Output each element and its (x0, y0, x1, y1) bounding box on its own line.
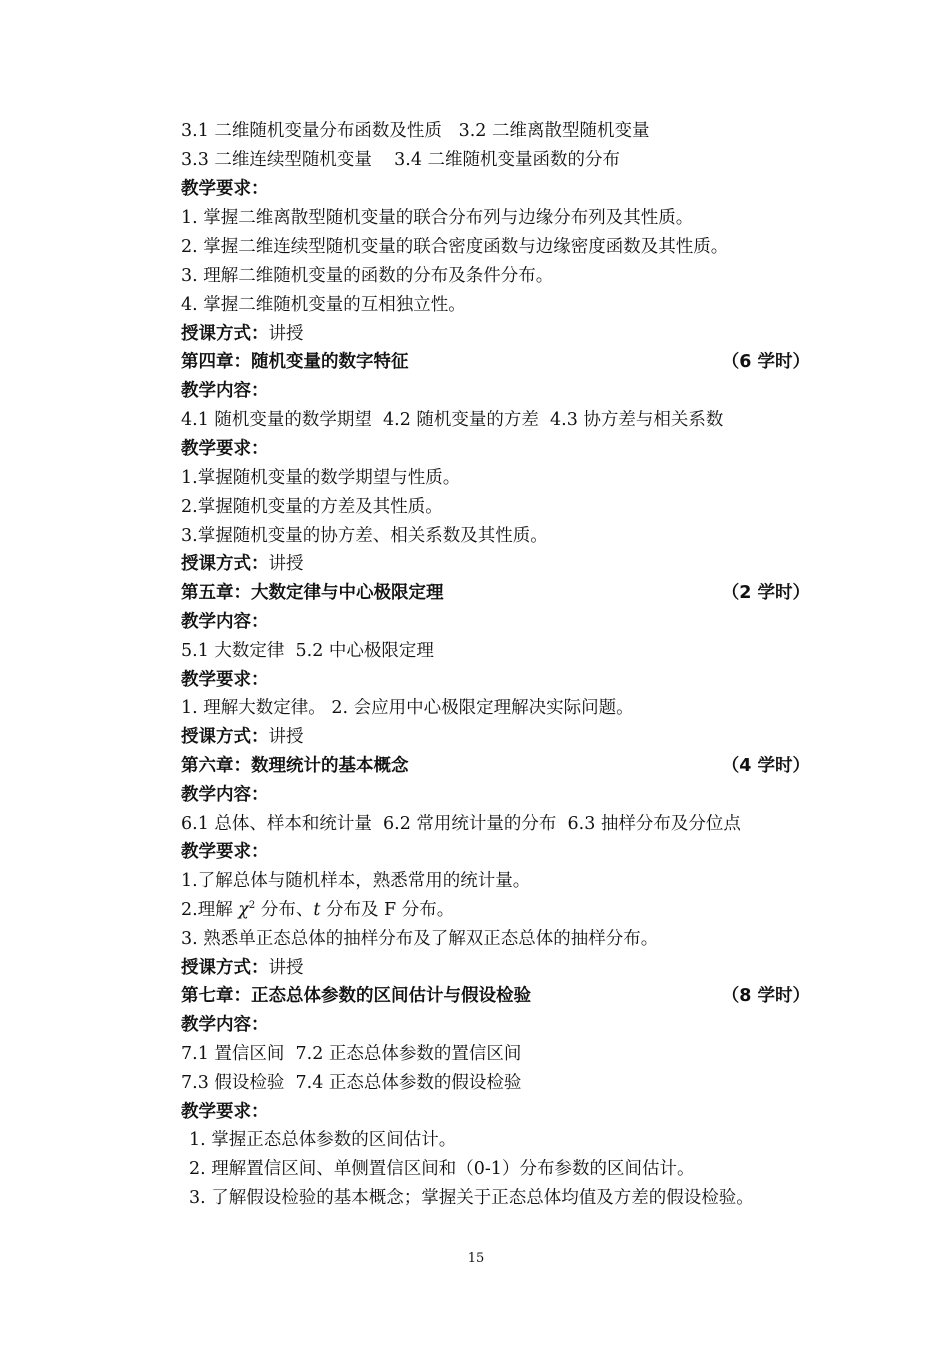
ch7-hours: （8 学时） (721, 986, 810, 1006)
ch3-content-line-1: 3.1 二维随机变量分布函数及性质 3.2 二维离散型随机变量 (181, 121, 650, 141)
ch5-requirement-line: 1. 理解大数定律。 2. 会应用中心极限定理解决实际问题。 (181, 698, 634, 718)
ch6-requirement-1: 1.了解总体与随机样本，熟悉常用的统计量。 (181, 871, 531, 891)
ch3-content-line-2: 3.3 二维连续型随机变量 3.4 二维随机变量函数的分布 (181, 150, 621, 170)
ch7-requirements-label: 教学要求： (181, 1102, 269, 1122)
ch3-method-value: 讲授 (268, 324, 304, 344)
ch7-requirement-1: 1. 掌握正态总体参数的区间估计。 (189, 1130, 457, 1150)
ch6-hours: （4 学时） (721, 756, 810, 776)
ch6-content-label: 教学内容： (181, 785, 269, 805)
ch3-teaching-method (181, 322, 304, 346)
ch3-requirement-3: 3. 理解二维随机变量的函数的分布及条件分布。 (181, 266, 554, 286)
ch6-requirement-3: 3. 熟悉单正态总体的抽样分布及了解双正态总体的抽样分布。 (181, 929, 659, 949)
ch6-method-label: 授课方式： (181, 958, 269, 978)
ch4-requirement-2: 2.掌握随机变量的方差及其性质。 (181, 497, 443, 517)
ch4-hours: （6 学时） (721, 352, 810, 372)
ch5-requirements-label: 教学要求： (181, 670, 269, 690)
ch4-requirement-1: 1.掌握随机变量的数学期望与性质。 (181, 468, 461, 488)
ch3-requirement-1: 1. 掌握二维离散型随机变量的联合分布列与边缘分布列及其性质。 (181, 208, 694, 228)
ch6-content-line-1: 6.1 总体、样本和统计量 6.2 常用统计量的分布 6.3 抽样分布及分位点 (181, 814, 741, 834)
ch4-teaching-method (181, 552, 304, 576)
ch4-requirements-label: 教学要求： (181, 439, 269, 459)
ch7-requirement-3: 3. 了解假设检验的基本概念；掌握关于正态总体均值及方差的假设检验。 (189, 1188, 754, 1208)
ch5-hours: （2 学时） (721, 583, 810, 603)
ch6-method-value: 讲授 (268, 958, 304, 978)
ch3-method-label: 授课方式： (181, 324, 269, 344)
ch5-title: 第五章：大数定律与中心极限定理 (181, 583, 444, 603)
ch5-teaching-method (181, 725, 304, 749)
ch7-content-line-2: 7.3 假设检验 7.4 正态总体参数的假设检验 (181, 1073, 522, 1093)
ch5-content-line-1: 5.1 大数定律 5.2 中心极限定理 (181, 641, 434, 661)
ch7-title: 第七章：正态总体参数的区间估计与假设检验 (181, 986, 531, 1006)
ch4-title: 第四章：随机变量的数字特征 (181, 352, 409, 372)
ch6-teaching-method (181, 956, 304, 980)
ch4-content-label: 教学内容： (181, 381, 269, 401)
ch6-title: 第六章：数理统计的基本概念 (181, 756, 409, 776)
ch7-content-line-1: 7.1 置信区间 7.2 正态总体参数的置信区间 (181, 1044, 522, 1064)
ch6-req2-mid: 分布、 (255, 900, 314, 920)
page-number: 15 (467, 1251, 485, 1266)
ch5-method-label: 授课方式： (181, 727, 269, 747)
ch6-requirement-2 (181, 898, 454, 922)
ch7-content-label: 教学内容： (181, 1015, 269, 1035)
ch3-requirements-label: 教学要求： (181, 179, 269, 199)
ch6-req2-suffix: 分布及 F 分布。 (320, 900, 455, 920)
ch4-method-label: 授课方式： (181, 554, 269, 574)
ch6-requirements-label: 教学要求： (181, 842, 269, 862)
ch4-method-value: 讲授 (268, 554, 304, 574)
t-symbol: t (313, 900, 321, 920)
ch4-requirement-3: 3.掌握随机变量的协方差、相关系数及其性质。 (181, 526, 548, 546)
chi-superscript: 2 (248, 900, 256, 911)
ch6-req2-prefix: 2.理解 (181, 900, 239, 920)
ch3-requirement-2: 2. 掌握二维连续型随机变量的联合密度函数与边缘密度函数及其性质。 (181, 237, 729, 257)
ch3-requirement-4: 4. 掌握二维随机变量的互相独立性。 (181, 295, 466, 315)
ch4-content-line-1: 4.1 随机变量的数学期望 4.2 随机变量的方差 4.3 协方差与相关系数 (181, 410, 724, 430)
ch5-method-value: 讲授 (268, 727, 304, 747)
chi-symbol: χ (238, 900, 249, 920)
ch7-requirement-2: 2. 理解置信区间、单侧置信区间和（0-1）分布参数的区间估计。 (189, 1159, 695, 1179)
ch5-content-label: 教学内容： (181, 612, 269, 632)
